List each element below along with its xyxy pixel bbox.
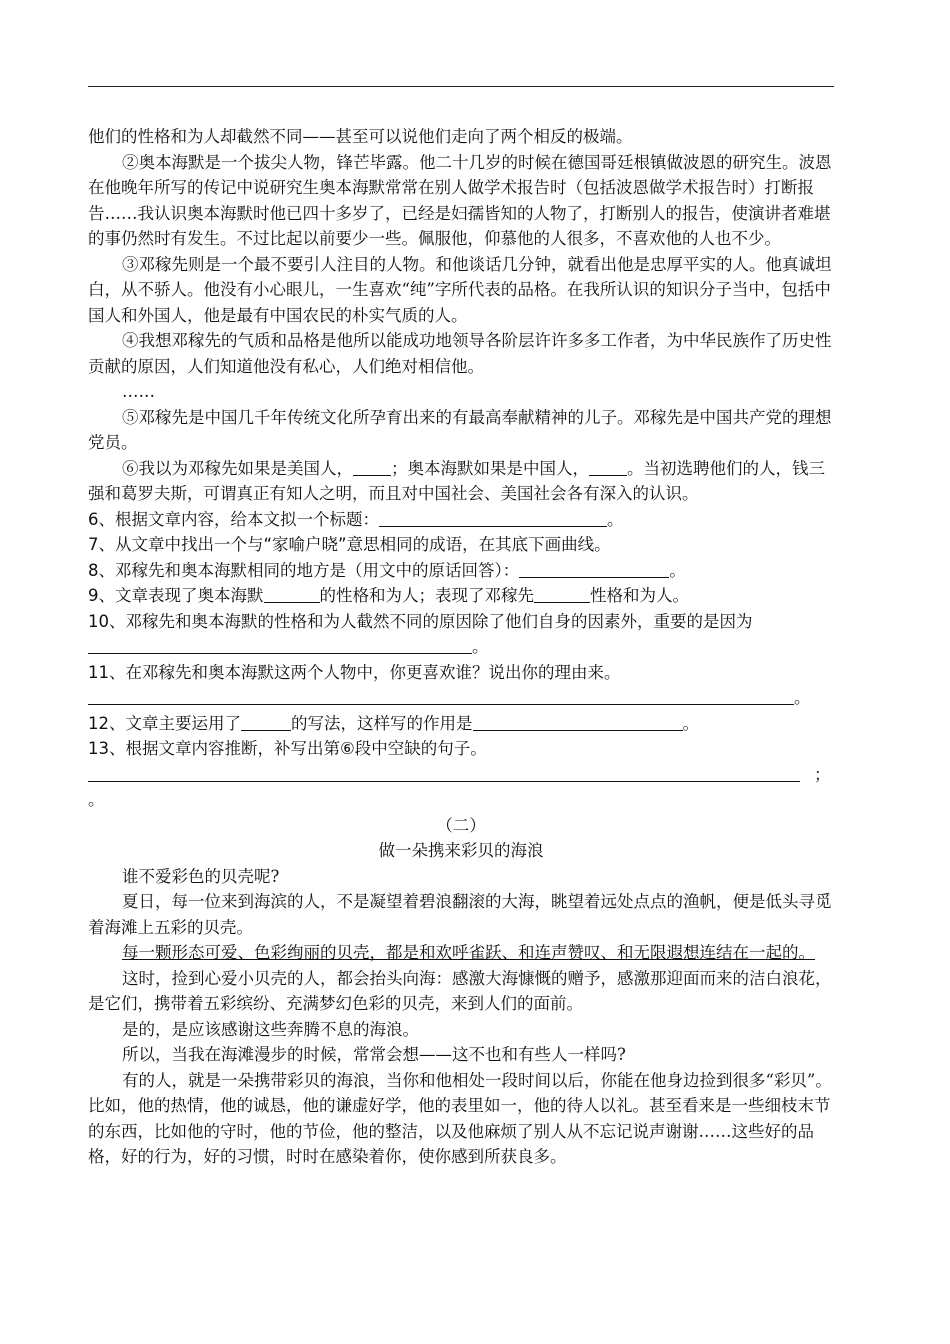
- p6-part-b: ；奥本海默如果是中国人，: [391, 458, 589, 478]
- passage-paragraph-6: [88, 456, 834, 507]
- passage-paragraph-5: ⑤邓稼先是中国几千年传统文化所孕育出来的有最高奉献精神的儿子。邓稼先是中国共产党的理想党员。: [88, 407, 832, 452]
- section-heading: （二）: [436, 815, 486, 835]
- question-13-answer-line: [88, 762, 834, 788]
- header-rule: [88, 86, 834, 87]
- passage2-underlined-sentence: 每一颗形态可爱、色彩绚丽的贝壳，都是和欢呼雀跃、和连声赞叹、和无限遐想连结在一起的。: [122, 943, 815, 962]
- question-12-text-b: 的写法，这样写的作用是: [291, 713, 473, 733]
- passage-paragraph: 他们的性格和为人却截然不同——甚至可以说他们走向了两个相反的极端。: [88, 127, 633, 146]
- passage-title: 做一朵携来彩贝的海浪: [378, 841, 544, 860]
- question-12: [88, 711, 834, 737]
- p6-blank-2[interactable]: [589, 457, 627, 476]
- question-13-blank[interactable]: [88, 763, 800, 782]
- question-7: 7、从文章中找出一个与“家喻户晓”意思相同的成语，在其底下画曲线。: [88, 535, 611, 554]
- question-6-end: 。: [607, 509, 624, 529]
- question-11: 11、在邓稼先和奥本海默这两个人物中，你更喜欢谁？说出你的理由来。: [88, 662, 621, 682]
- question-9-text-b: 的性格和为人；表现了邓稼先: [319, 586, 534, 605]
- question-13: 13、根据文章内容推断，补写出第⑥段中空缺的句子。: [88, 739, 487, 758]
- passage-paragraph-4: ④我想邓稼先的气质和品格是他所以能成功地领导各阶层许许多多工作者，为中华民族作了历史性贡献的原因，人们知道他没有私心，人们绝对相信他。: [88, 331, 832, 376]
- question-10-text: 10、邓稼先和奥本海默的性格和为人截然不同的原因除了他们自身的因素外，重要的是因为: [88, 611, 753, 631]
- question-6: [88, 507, 834, 533]
- question-8: [88, 558, 834, 584]
- question-11-blank[interactable]: [88, 686, 794, 705]
- question-10-blank[interactable]: [88, 635, 472, 654]
- question-11-answer-line: [88, 685, 834, 711]
- passage2-paragraph-7: 有的人，就是一朵携带彩贝的海浪，当你和他相处一段时间以后，你能在他身边捡到很多“彩贝”。比如，他的热情，他的诚恳，他的谦虚好学，他的表里如一，他的待人以礼。甚至看来是一些细枝末节的东西，比如他的守时，他的节俭，他的整洁，以及他麻烦了别人从不忘记说声谢谢……这些好的品格，好的行为，好的习惯，时时在感染着你，使你感到所获良多。: [88, 1070, 832, 1166]
- passage-paragraph-2: ②奥本海默是一个拔尖人物，锋芒毕露。他二十几岁的时候在德国哥廷根镇做波恩的研究生。波恩在他晚年所写的传记中说研究生奥本海默常常在别人做学术报告时（包括波恩做学术报告时）打断报告……我认识奥本海默时他已四十多岁了，已经是妇孺皆知的人物了，打断别人的报告，使演讲者难堪的事仍然时有发生。不过比起以前要少一些。佩服他，仰慕他的人很多，不喜欢他的人也不少。: [88, 152, 832, 248]
- question-8-end: 。: [669, 560, 686, 580]
- question-9-blank-2[interactable]: [534, 584, 590, 603]
- p6-part-c: 。当初选聘他们的人，钱三强和葛罗夫斯，可谓真正有知人之明，而且对中国社会、美国社会各有深入的认识。: [88, 458, 825, 503]
- question-6-text: 6、根据文章内容，给本文拟一个标题：: [88, 509, 379, 529]
- question-12-end: 。: [682, 713, 699, 733]
- passage2-paragraph-1: 谁不爱彩色的贝壳呢?: [122, 866, 280, 886]
- question-12-blank-2[interactable]: [473, 712, 683, 731]
- question-13-semicolon: ；: [814, 764, 831, 784]
- p6-part-a: ⑥我以为邓稼先如果是美国人，: [122, 458, 353, 478]
- question-9: [88, 583, 834, 609]
- passage-ellipsis: ……: [122, 382, 155, 401]
- question-6-blank[interactable]: [379, 508, 607, 527]
- worksheet-page: [88, 124, 834, 1170]
- question-8-blank[interactable]: [519, 559, 669, 578]
- passage2-paragraph-6: 所以，当我在海滩漫步的时候，常常会想——这不也和有些人一样吗?: [122, 1045, 626, 1064]
- passage2-paragraph-5: 是的，是应该感谢这些奔腾不息的海浪。: [122, 1019, 419, 1039]
- passage2-paragraph-2: 夏日，每一位来到海滨的人，不是凝望着碧浪翻滚的大海，眺望着远处点点的渔帆，便是低头寻觅着海滩上五彩的贝壳。: [88, 892, 832, 937]
- question-12-text-a: 12、文章主要运用了: [88, 713, 241, 733]
- question-11-end: 。: [794, 688, 811, 707]
- p6-blank-1[interactable]: [353, 457, 391, 476]
- question-9-text-c: 性格和为人。: [590, 586, 689, 605]
- passage2-paragraph-4: 这时，捡到心爱小贝壳的人，都会抬头向海：感激大海慷慨的赠予，感激那迎面而来的洁白浪花，是它们，携带着五彩缤纷、充满梦幻色彩的贝壳，来到人们的面前。: [88, 968, 832, 1013]
- question-9-text-a: 9、文章表现了奥本海默: [88, 586, 264, 605]
- question-12-blank-1[interactable]: [241, 712, 291, 731]
- question-8-text: 8、邓稼先和奥本海默相同的地方是（用文中的原话回答）：: [88, 560, 520, 580]
- question-9-blank-1[interactable]: [264, 584, 320, 603]
- question-13-end: 。: [88, 790, 105, 809]
- question-10-end: 。: [472, 637, 489, 656]
- passage-paragraph-3: ③邓稼先则是一个最不要引人注目的人物。和他谈话几分钟，就看出他是忠厚平实的人。他真诚坦白，从不骄人。他没有小心眼儿，一生喜欢“纯”字所代表的品格。在我所认识的知识分子当中，包括中国人和外国人，他是最有中国农民的朴实气质的人。: [88, 254, 832, 325]
- question-10: [88, 609, 834, 660]
